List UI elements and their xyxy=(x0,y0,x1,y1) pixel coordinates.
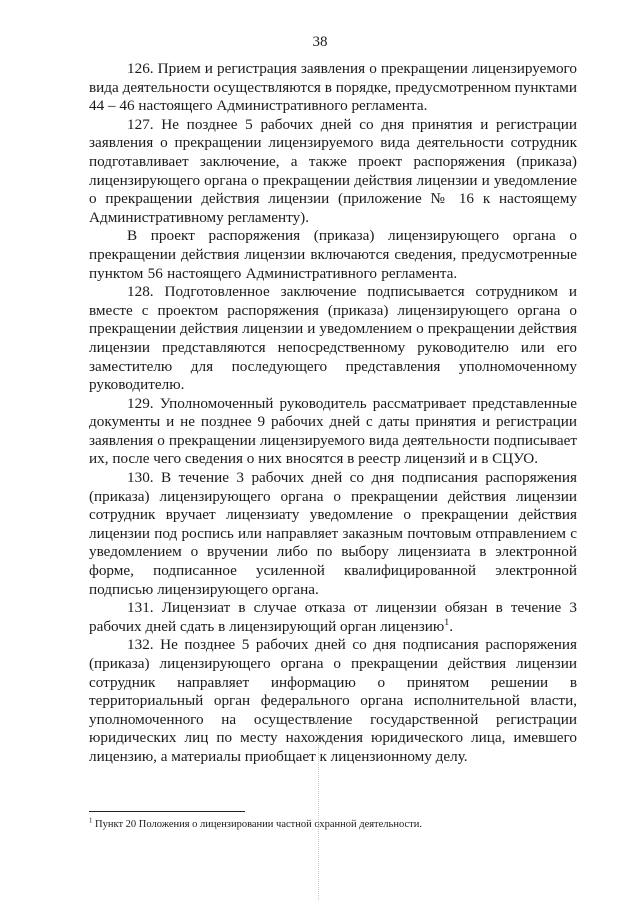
footnote xyxy=(89,818,577,831)
paragraph-128: 128. Подготовленное заключение подписывается сотрудником и вместе с проектом распоряжения (приказа) лицензирующего органа о прекращении действия лицензии и уведомлением о прекращении действия лицензии представляются непосредственному руководителю или его заместителю для последующего представления уполномоченному руководителю. xyxy=(89,283,577,394)
page-number: 38 xyxy=(312,34,328,50)
paragraph-131-text: 131. Лицензиат в случае отказа от лицензии обязан в течение 3 рабочих дней сдать в лицензирующий орган лицензию xyxy=(89,599,577,635)
paragraph-132: 132. Не позднее 5 рабочих дней со дня подписания распоряжения (приказа) лицензирующего органа о прекращении действия лицензии сотрудник направляет информацию о принятом решении в территориальный орган федерального органа исполнительной власти, уполномоченного на осуществление государственной регистрации юридических лиц по месту нахождения юридического лица, имевшего лицензию, а материалы приобщает к лицензионному делу. xyxy=(89,636,577,765)
paragraph-127-continuation: В проект распоряжения (приказа) лицензирующего органа о прекращении действия лицензии включаются сведения, предусмотренные пунктом 56 настоящего Административного регламента. xyxy=(89,227,577,282)
paragraph-131-end: . xyxy=(449,617,453,635)
document-body xyxy=(89,60,577,767)
paragraph-129: 129. Уполномоченный руководитель рассматривает представленные документы и не позднее 9 рабочих дней с даты принятия и регистрации заявления о прекращении лицензируемого вида деятельности подписывает их, после чего сведения о них вносятся в реестр лицензий и в СЦУО. xyxy=(89,394,577,468)
scan-fold-mark xyxy=(318,720,319,900)
paragraph-131 xyxy=(89,599,577,636)
paragraph-126: 126. Прием и регистрация заявления о прекращении лицензируемого вида деятельности осуществляются в порядке, предусмотренном пунктами 44 – 46 настоящего Административного регламента. xyxy=(89,60,577,115)
footnote-marker: 1 xyxy=(89,817,93,825)
paragraph-127: 127. Не позднее 5 рабочих дней со дня принятия и регистрации заявления о прекращении лицензируемого вида деятельности сотрудник подготавливает заключение, а также проект распоряжения (приказа) лицензирующего органа о прекращении действия лицензии и уведомление о прекращении действия лицензии (приложение № 16 к настоящему Административному регламенту). xyxy=(89,115,577,226)
footnote-reference: 1 xyxy=(444,616,450,628)
footnote-divider xyxy=(89,811,245,812)
paragraph-130: 130. В течение 3 рабочих дней со дня подписания распоряжения (приказа) лицензирующего органа о прекращении действия лицензии сотрудник вручает лицензиату уведомление о прекращении действия лицензии под роспись или направляет заказным почтовым отправлением с уведомлением о вручении либо по выбору лицензиата в электронной форме, подписанное усиленной квалифицированной электронной подписью лицензирующего органа. xyxy=(89,469,577,598)
footnote-text: Пункт 20 Положения о лицензировании частной охранной деятельности. xyxy=(92,819,422,830)
